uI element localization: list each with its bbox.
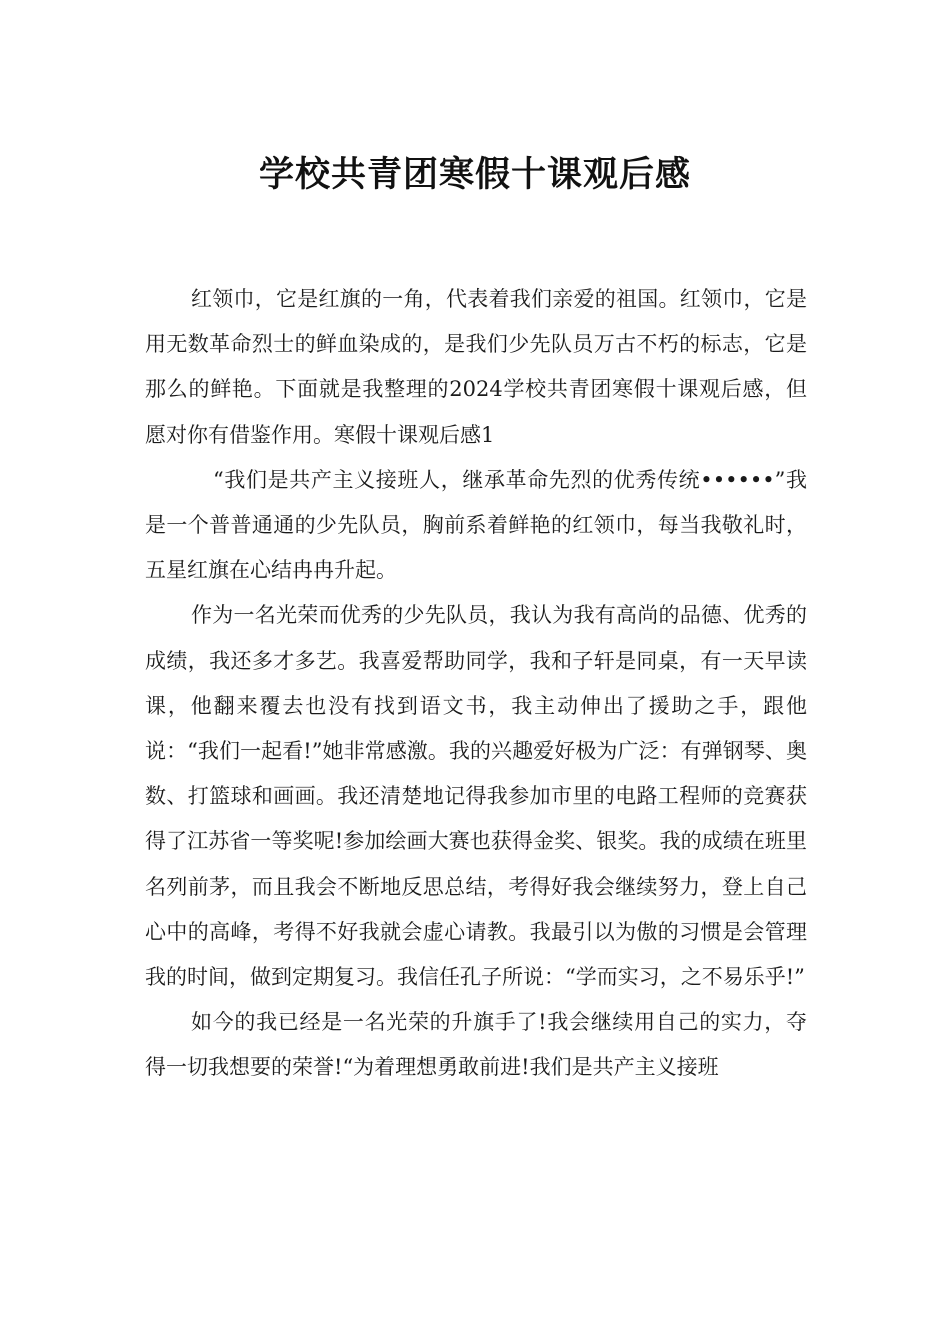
paragraph-anthem-quote: “我们是共产主义接班人，继承革命先烈的优秀传统••••••”我是一个普普通通的少先队员，胸前系着鲜艳的红领巾，每当我敬礼时，五星红旗在心结冉冉升起。 xyxy=(145,467,807,583)
paragraph-flag-bearer: 如今的我已经是一名光荣的升旗手了!我会继续用自己的实力，夺得一切我想要的荣誉!“为着理想勇敢前进!我们是共产主义接班 xyxy=(145,1010,807,1080)
document-title: 学校共青团寒假十课观后感 xyxy=(258,155,691,196)
document-body xyxy=(145,277,807,1091)
paragraph-intro: 红领巾，它是红旗的一角，代表着我们亲爱的祖国。红领巾，它是用无数革命烈士的鲜血染成的，是我们少先队员万古不朽的标志，它是那么的鲜艳。下面就是我整理的2024学校共青团寒假十课观后感，但愿对你有借鉴作用。寒假十课观后感1 xyxy=(145,287,807,447)
paragraph-achievements: 作为一名光荣而优秀的少先队员，我认为我有高尚的品德、优秀的成绩，我还多才多艺。我喜爱帮助同学，我和子轩是同桌，有一天早读课，他翻来覆去也没有找到语文书，我主动伸出了援助之手，跟他说：“我们一起看!”她非常感激。我的兴趣爱好极为广泛：有弹钢琴、奥数、打篮球和画画。我还清楚地记得我参加市里的电路工程师的竞赛获得了江苏省一等奖呢!参加绘画大赛也获得金奖、银奖。我的成绩在班里名列前茅，而且我会不断地反思总结，考得好我会继续努力，登上自己心中的高峰，考得不好我就会虚心请教。我最引以为傲的习惯是会管理我的时间，做到定期复习。我信任孔子所说：“学而实习，之不易乐乎!” xyxy=(145,603,807,990)
